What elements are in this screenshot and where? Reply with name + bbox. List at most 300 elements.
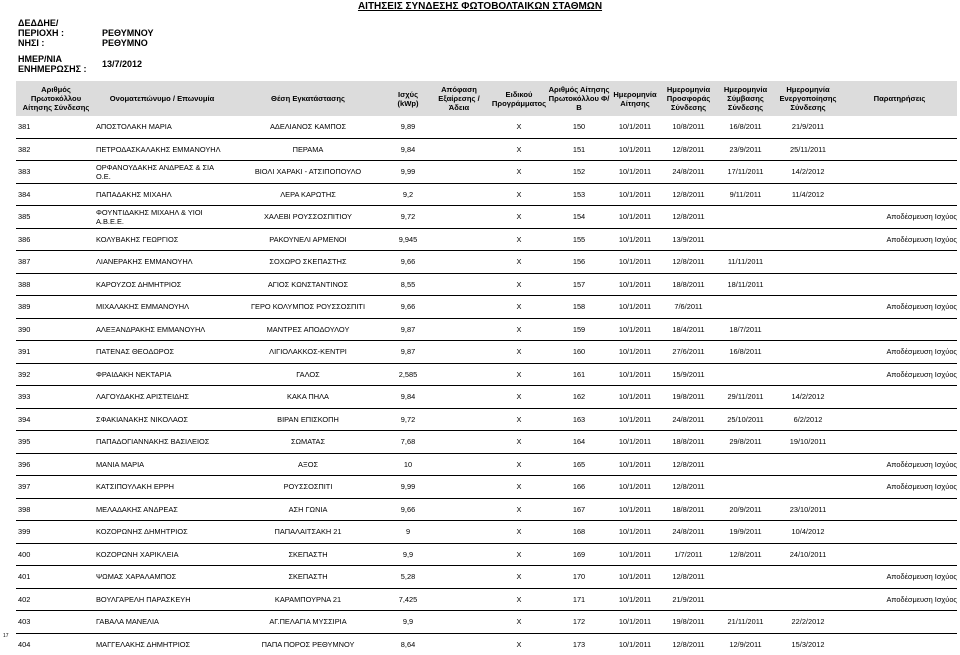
name-cell: ΦΡΑΙΔΑΚΗ ΝΕΚΤΑΡΙΑ [96,363,228,386]
special-program-cell: Χ [490,296,548,319]
protocol-number-cell: 399 [16,521,96,544]
table-row [16,431,957,454]
activation-date-cell [774,206,842,229]
header-cell: Ισχύς (kWp) [388,81,428,116]
power-cell: 8,64 [388,633,428,655]
power-cell: 9 [388,521,428,544]
activation-date-cell: 22/2/2012 [774,611,842,634]
remarks-cell [842,116,957,138]
table-row [16,296,957,319]
remarks-cell [842,521,957,544]
table-row [16,408,957,431]
activation-date-cell [774,228,842,251]
location-cell: ΑΔΕΛΙΑΝΟΣ ΚΑΜΠΟΣ [269,122,347,132]
pv-protocol-cell: 151 [548,138,610,161]
remarks-cell: Αποδέσμευση Ισχύος [842,453,957,476]
exemption-cell [428,273,490,296]
activation-date-cell: 23/10/2011 [774,498,842,521]
header-cell: Ειδικού Προγράμματος [490,81,548,116]
exemption-cell [428,183,490,206]
special-program-cell: Χ [516,122,522,132]
contract-date-cell: 29/11/2011 [717,386,774,409]
exemption-cell [428,251,490,274]
remarks-cell [842,408,957,431]
application-date-cell: 10/1/2011 [610,408,660,431]
table-row [16,386,957,409]
location-cell: ΠΕΡΑΜΑ [228,138,388,161]
name-cell: ΠΑΠΑΔΟΓΙΑΝΝΑΚΗΣ ΒΑΣΙΛΕΙΟΣ [96,431,228,454]
location-cell: ΣΟΧΩΡΟ ΣΚΕΠΑΣΤΗΣ [228,251,388,274]
date-label-1: ΗΜΕΡ/ΝΙΑ [18,54,63,64]
exemption-cell [428,296,490,319]
location-cell: ΒΙΟΛΙ ΧΑΡΑΚΙ - ΑΤΣΙΠΟΠΟΥΛΟ [228,161,388,184]
exemption-cell [428,453,490,476]
remarks-cell [842,161,957,184]
activation-date-cell: 24/10/2011 [774,543,842,566]
protocol-number-cell: 402 [16,588,96,611]
remarks-cell: Αποδέσμευση Ισχύος [842,206,957,229]
application-date-cell: 10/1/2011 [610,341,660,364]
pv-protocol-cell: 163 [548,408,610,431]
special-program-cell: Χ [490,318,548,341]
application-date-cell: 10/1/2011 [610,273,660,296]
exemption-cell [428,116,490,138]
activation-date-cell: 25/11/2011 [774,138,842,161]
table-row [16,116,957,138]
offer-date-cell: 12/8/2011 [660,206,717,229]
header-cell: Παρατηρήσεις [842,81,957,116]
contract-date-cell [717,228,774,251]
name-cell: ΚΑΤΣΙΠΟΥΛΑΚΗ ΕΡΡΗ [96,476,228,499]
name-cell: ΠΑΠΑΔΑΚΗΣ ΜΙΧΑΗΛ [96,183,228,206]
region-value: ΡΕΘΥΜΝΟΥ [102,28,154,38]
offer-date-cell: 12/8/2011 [660,566,717,589]
header-row [16,81,957,116]
header-cell: Αριθμός Πρωτοκόλλου Αίτησης Σύνδεσης [16,81,96,116]
protocol-number-cell: 391 [16,341,96,364]
special-program-cell: Χ [490,386,548,409]
table-row [16,138,957,161]
table-body [16,116,957,655]
header-cell: Ημερομηνία Ενεργοποίησης Σύνδεσης [774,81,842,116]
remarks-cell [842,138,957,161]
power-cell: 7,425 [388,588,428,611]
remarks-cell [842,183,957,206]
header-cell: Ημερομηνία Προσφοράς Σύνδεσης [660,81,717,116]
location-cell: ΣΩΜΑΤΑΣ [228,431,388,454]
remarks-cell [842,273,957,296]
power-cell: 9,84 [388,386,428,409]
remarks-cell [842,386,957,409]
location-cell: ΑΞΟΣ [228,453,388,476]
table-row [16,161,957,184]
pv-protocol-cell: 170 [548,566,610,589]
application-date-cell: 10/1/2011 [610,206,660,229]
protocol-number-cell: 395 [16,431,96,454]
offer-date-cell: 1/7/2011 [660,543,717,566]
protocol-number-cell: 386 [16,228,96,251]
remarks-cell [842,251,957,274]
contract-date-cell: 18/11/2011 [717,273,774,296]
power-cell: 9,9 [388,543,428,566]
special-program-cell: Χ [490,498,548,521]
special-program-cell: Χ [490,341,548,364]
application-date-cell: 10/1/2011 [618,122,652,132]
exemption-cell [428,408,490,431]
location-cell: ΡΟΥΣΣΟΣΠΙΤΙ [228,476,388,499]
power-cell: 9,99 [388,476,428,499]
location-cell: ΓΕΡΟ ΚΟΛΥΜΠΟΣ ΡΟΥΣΣΟΣΠΙΤΙ [228,296,388,319]
special-program-cell: Χ [490,431,548,454]
offer-date-cell: 12/8/2011 [660,476,717,499]
special-program-cell: Χ [490,408,548,431]
activation-date-cell [774,588,842,611]
protocol-number-cell: 401 [16,566,96,589]
pv-protocol-cell: 155 [548,228,610,251]
power-cell: 9,84 [388,138,428,161]
special-program-cell: Χ [490,138,548,161]
table-row [16,341,957,364]
protocol-number-cell: 381 [18,122,31,132]
remarks-cell: Αποδέσμευση Ισχύος [842,476,957,499]
date-label-2: ΕΝΗΜΕΡΩΣΗΣ : [18,64,87,74]
name-cell: ΣΦΑΚΙΑΝΑΚΗΣ ΝΙΚΟΛΑΟΣ [96,408,228,431]
application-date-cell: 10/1/2011 [610,431,660,454]
activation-date-cell: 19/10/2011 [774,431,842,454]
pv-protocol-cell: 165 [548,453,610,476]
remarks-cell: Αποδέσμευση Ισχύος [842,363,957,386]
pv-protocol-cell: 171 [548,588,610,611]
pv-protocol-cell: 168 [548,521,610,544]
application-date-cell: 10/1/2011 [610,498,660,521]
table-row [16,476,957,499]
pv-protocol-cell: 169 [548,543,610,566]
exemption-cell [428,588,490,611]
table-row [16,566,957,589]
application-date-cell: 10/1/2011 [610,588,660,611]
name-cell: ΒΟΥΛΓΑΡΕΛΗ ΠΑΡΑΣΚΕΥΗ [96,588,228,611]
pv-protocol-cell: 167 [548,498,610,521]
application-date-cell: 10/1/2011 [610,521,660,544]
exemption-cell [428,341,490,364]
region-label: ΠΕΡΙΟΧΗ : [18,28,65,38]
protocol-number-cell: 390 [16,318,96,341]
special-program-cell: Χ [490,251,548,274]
activation-date-cell: 14/2/2012 [774,386,842,409]
activation-date-cell [774,453,842,476]
exemption-cell [428,431,490,454]
special-program-cell: Χ [490,476,548,499]
offer-date-cell: 12/8/2011 [660,453,717,476]
location-cell: ΣΚΕΠΑΣΤΗ [228,566,388,589]
activation-date-cell: 15/3/2012 [774,633,842,655]
protocol-number-cell: 383 [16,161,96,184]
power-cell: 5,28 [388,566,428,589]
location-cell: ΑΓΙΟΣ ΚΩΝΣΤΑΝΤΙΝΟΣ [228,273,388,296]
date-value: 13/7/2012 [102,59,143,69]
contract-date-cell: 9/11/2011 [717,183,774,206]
location-cell: ΚΑΚΑ ΠΗΛΑ [228,386,388,409]
power-cell: 9,87 [388,341,428,364]
remarks-cell: Αποδέσμευση Ισχύος [842,566,957,589]
pv-protocol-cell: 157 [548,273,610,296]
power-cell: 8,55 [388,273,428,296]
application-date-cell: 10/1/2011 [610,566,660,589]
exemption-cell [428,543,490,566]
power-cell: 9,72 [388,206,428,229]
pv-protocol-cell: 162 [548,386,610,409]
power-cell: 10 [388,453,428,476]
special-program-cell: Χ [490,363,548,386]
protocol-number-cell: 403 [16,611,96,634]
location-cell: ΑΣΗ ΓΩΝΙΑ [228,498,388,521]
application-date-cell: 10/1/2011 [610,453,660,476]
page-title: ΑΙΤΗΣΕΙΣ ΣΥΝΔΕΣΗΣ ΦΩΤΟΒΟΛΤΑΙΚΩΝ ΣΤΑΘΜΩΝ [357,1,603,12]
name-cell: ΠΑΤΕΝΑΣ ΘΕΟΔΩΡΟΣ [96,341,228,364]
offer-date-cell: 18/4/2011 [660,318,717,341]
page-number: 17 [3,633,9,639]
location-cell: ΣΚΕΠΑΣΤΗ [228,543,388,566]
activation-date-cell [774,251,842,274]
offer-date-cell: 18/8/2011 [660,273,717,296]
table-row [16,543,957,566]
table-row [16,363,957,386]
remarks-cell [842,498,957,521]
application-date-cell: 10/1/2011 [610,633,660,655]
name-cell: ΚΑΡΟΥΖΟΣ ΔΗΜΗΤΡΙΟΣ [96,273,228,296]
table-row [16,183,957,206]
contract-date-cell: 25/10/2011 [717,408,774,431]
name-cell: ΜΕΛΑΔΑΚΗΣ ΑΝΔΡΕΑΣ [96,498,228,521]
protocol-number-cell: 382 [16,138,96,161]
remarks-cell: Αποδέσμευση Ισχύος [842,341,957,364]
name-cell: ΛΙΑΝΕΡΑΚΗΣ ΕΜΜΑΝΟΥΗΛ [96,251,228,274]
special-program-cell: Χ [490,273,548,296]
contract-date-cell: 17/11/2011 [717,161,774,184]
exemption-cell [428,633,490,655]
location-cell: ΑΓ.ΠΕΛΑΓΙΑ ΜΥΣΣΙΡΙΑ [228,611,388,634]
offer-date-cell: 19/8/2011 [660,611,717,634]
pv-protocol-cell: 172 [548,611,610,634]
contract-date-cell: 29/8/2011 [717,431,774,454]
offer-date-cell: 24/8/2011 [660,521,717,544]
table-row [16,206,957,229]
special-program-cell: Χ [490,161,548,184]
contract-date-cell: 16/8/2011 [729,122,762,132]
power-cell: 7,68 [388,431,428,454]
special-program-cell: Χ [490,633,548,655]
exemption-cell [428,206,490,229]
special-program-cell: Χ [490,206,548,229]
name-cell: ΜΑΝΙΑ ΜΑΡΙΑ [96,453,228,476]
remarks-cell [842,543,957,566]
location-cell: ΠΑΠΑΛΑΙΤΣΑΚΗ 21 [228,521,388,544]
offer-date-cell: 10/8/2011 [672,122,705,132]
department-label: ΔΕΔΔΗΕ/ [18,18,59,28]
protocol-number-cell: 385 [16,206,96,229]
remarks-cell: Αποδέσμευση Ισχύος [842,228,957,251]
table-row [16,251,957,274]
protocol-number-cell: 384 [16,183,96,206]
special-program-cell: Χ [490,228,548,251]
contract-date-cell: 11/11/2011 [717,251,774,274]
contract-date-cell: 19/9/2011 [717,521,774,544]
name-cell: ΟΡΦΑΝΟΥΔΑΚΗΣ ΑΝΔΡΕΑΣ & ΣΙΑ Ο.Ε. [96,161,228,184]
island-label: ΝΗΣΙ : [18,38,45,48]
name-cell: ΨΩΜΑΣ ΧΑΡΑΛΑΜΠΟΣ [96,566,228,589]
pv-protocol-cell: 166 [548,476,610,499]
name-cell: ΚΟΖΟΡΩΝΗΣ ΔΗΜΗΤΡΙΟΣ [96,521,228,544]
special-program-cell: Χ [490,588,548,611]
remarks-cell: Αποδέσμευση Ισχύος [842,588,957,611]
contract-date-cell [717,588,774,611]
protocol-number-cell: 392 [16,363,96,386]
power-cell: 9,66 [388,251,428,274]
exemption-cell [428,161,490,184]
power-cell: 9,72 [388,408,428,431]
application-date-cell: 10/1/2011 [610,161,660,184]
activation-date-cell [774,296,842,319]
special-program-cell: Χ [490,566,548,589]
location-cell: ΛΕΡΑ ΚΑΡΩΤΗΣ [228,183,388,206]
exemption-cell [428,521,490,544]
exemption-cell [428,566,490,589]
exemption-cell [428,476,490,499]
protocol-number-cell: 394 [16,408,96,431]
island-value: ΡΕΘΥΜΝΟ [102,38,148,48]
pv-protocol-cell: 156 [548,251,610,274]
exemption-cell [428,228,490,251]
remarks-cell [842,633,957,655]
contract-date-cell [717,453,774,476]
table-row [16,588,957,611]
table-row [16,498,957,521]
table-row [16,633,957,655]
power-cell: 9,9 [388,611,428,634]
activation-date-cell [774,341,842,364]
protocol-number-cell: 389 [16,296,96,319]
activation-date-cell [774,363,842,386]
offer-date-cell: 12/8/2011 [660,138,717,161]
special-program-cell: Χ [490,611,548,634]
activation-date-cell: 6/2/2012 [774,408,842,431]
name-cell: ΚΟΛΥΒΑΚΗΣ ΓΕΩΡΓΙΟΣ [96,228,228,251]
header-cell: Απόφαση Εξαίρεσης / Άδεια [428,81,490,116]
name-cell: ΓΑΒΑΛΑ ΜΑΝΕΛΙΑ [96,611,228,634]
contract-date-cell [717,363,774,386]
offer-date-cell: 24/8/2011 [660,161,717,184]
application-date-cell: 10/1/2011 [610,228,660,251]
name-cell: ΜΙΧΑΛΑΚΗΣ ΕΜΜΑΝΟΥΗΛ [96,296,228,319]
activation-date-cell [774,318,842,341]
protocol-number-cell: 400 [16,543,96,566]
name-cell: ΠΕΤΡΟΔΑΣΚΑΛΑΚΗΣ ΕΜΜΑΝΟΥΗΛ [96,138,228,161]
activation-date-cell [774,566,842,589]
contract-date-cell [717,296,774,319]
name-cell: ΛΑΓΟΥΔΑΚΗΣ ΑΡΙΣΤΕΙΔΗΣ [96,386,228,409]
table-row [16,318,957,341]
application-date-cell: 10/1/2011 [610,296,660,319]
offer-date-cell: 18/8/2011 [660,498,717,521]
application-date-cell: 10/1/2011 [610,138,660,161]
offer-date-cell: 12/8/2011 [660,183,717,206]
special-program-cell: Χ [490,543,548,566]
application-date-cell: 10/1/2011 [610,476,660,499]
header-cell: Θέση Εγκατάστασης [228,81,388,116]
location-cell: ΓΑΛΟΣ [228,363,388,386]
activation-date-cell [774,273,842,296]
location-cell: ΛΙΓΙΟΛΑΚΚΟΣ-ΚΕΝΤΡΙ [228,341,388,364]
application-date-cell: 10/1/2011 [610,183,660,206]
contract-date-cell: 23/9/2011 [717,138,774,161]
name-cell: ΜΑΓΓΕΛΑΚΗΣ ΔΗΜΗΤΡΙΟΣ [96,633,228,655]
offer-date-cell: 12/8/2011 [660,251,717,274]
name-cell: ΚΟΖΟΡΩΝΗ ΧΑΡΙΚΛΕΙΑ [96,543,228,566]
pv-protocol-cell: 164 [548,431,610,454]
application-date-cell: 10/1/2011 [610,611,660,634]
activation-date-cell: 10/4/2012 [774,521,842,544]
offer-date-cell: 27/6/2011 [660,341,717,364]
offer-date-cell: 7/6/2011 [660,296,717,319]
exemption-cell [428,138,490,161]
contract-date-cell: 16/8/2011 [717,341,774,364]
protocol-number-cell: 397 [16,476,96,499]
name-cell: ΑΛΕΞΑΝΔΡΑΚΗΣ ΕΜΜΑΝΟΥΗΛ [96,318,228,341]
special-program-cell: Χ [490,183,548,206]
applications-table [16,81,957,655]
offer-date-cell: 12/8/2011 [660,633,717,655]
header-cell: Ημερομηνία Σύμβασης Σύνδεσης [717,81,774,116]
power-cell: 9,87 [388,318,428,341]
header-cell: Ημερομηνία Αίτησης [610,81,660,116]
application-date-cell: 10/1/2011 [610,363,660,386]
pv-protocol-cell: 161 [548,363,610,386]
contract-date-cell [717,206,774,229]
location-cell: ΡΑΚΟΥΝΕΛΙ ΑΡΜΕΝΟΙ [228,228,388,251]
header-cell: Αριθμός Αίτησης Πρωτοκόλλου Φ/Β [548,81,610,116]
location-cell: ΒΙΡΑΝ ΕΠΙΣΚΟΠΗ [228,408,388,431]
application-date-cell: 10/1/2011 [610,543,660,566]
application-date-cell: 10/1/2011 [610,318,660,341]
location-cell: ΧΑΛΕΒΙ ΡΟΥΣΣΟΣΠΙΤΙΟΥ [228,206,388,229]
offer-date-cell: 18/8/2011 [660,431,717,454]
contract-date-cell: 20/9/2011 [717,498,774,521]
header-cell: Ονοματεπώνυμο / Επωνυμία [96,81,228,116]
table-row [16,228,957,251]
pv-protocol-cell: 159 [548,318,610,341]
name-cell: ΑΠΟΣΤΟΛΑΚΗ ΜΑΡΙΑ [96,122,172,132]
application-date-cell: 10/1/2011 [610,386,660,409]
offer-date-cell: 19/8/2011 [660,386,717,409]
power-cell: 9,945 [388,228,428,251]
power-cell: 9,89 [400,122,416,132]
protocol-number-cell: 393 [16,386,96,409]
offer-date-cell: 15/9/2011 [660,363,717,386]
table-row [16,273,957,296]
protocol-number-cell: 396 [16,453,96,476]
offer-date-cell: 24/8/2011 [660,408,717,431]
name-cell: ΦΟΥΝΤΙΔΑΚΗΣ ΜΙΧΑΗΛ & ΥΙΟΙ Α.Β.Ε.Ε. [96,206,228,229]
protocol-number-cell: 387 [16,251,96,274]
offer-date-cell: 21/9/2011 [660,588,717,611]
pv-protocol-cell: 173 [548,633,610,655]
contract-date-cell: 21/11/2011 [717,611,774,634]
pv-protocol-cell: 153 [548,183,610,206]
activation-date-cell: 21/9/2011 [791,122,825,132]
table-row [16,611,957,634]
remarks-cell [842,318,957,341]
exemption-cell [428,611,490,634]
